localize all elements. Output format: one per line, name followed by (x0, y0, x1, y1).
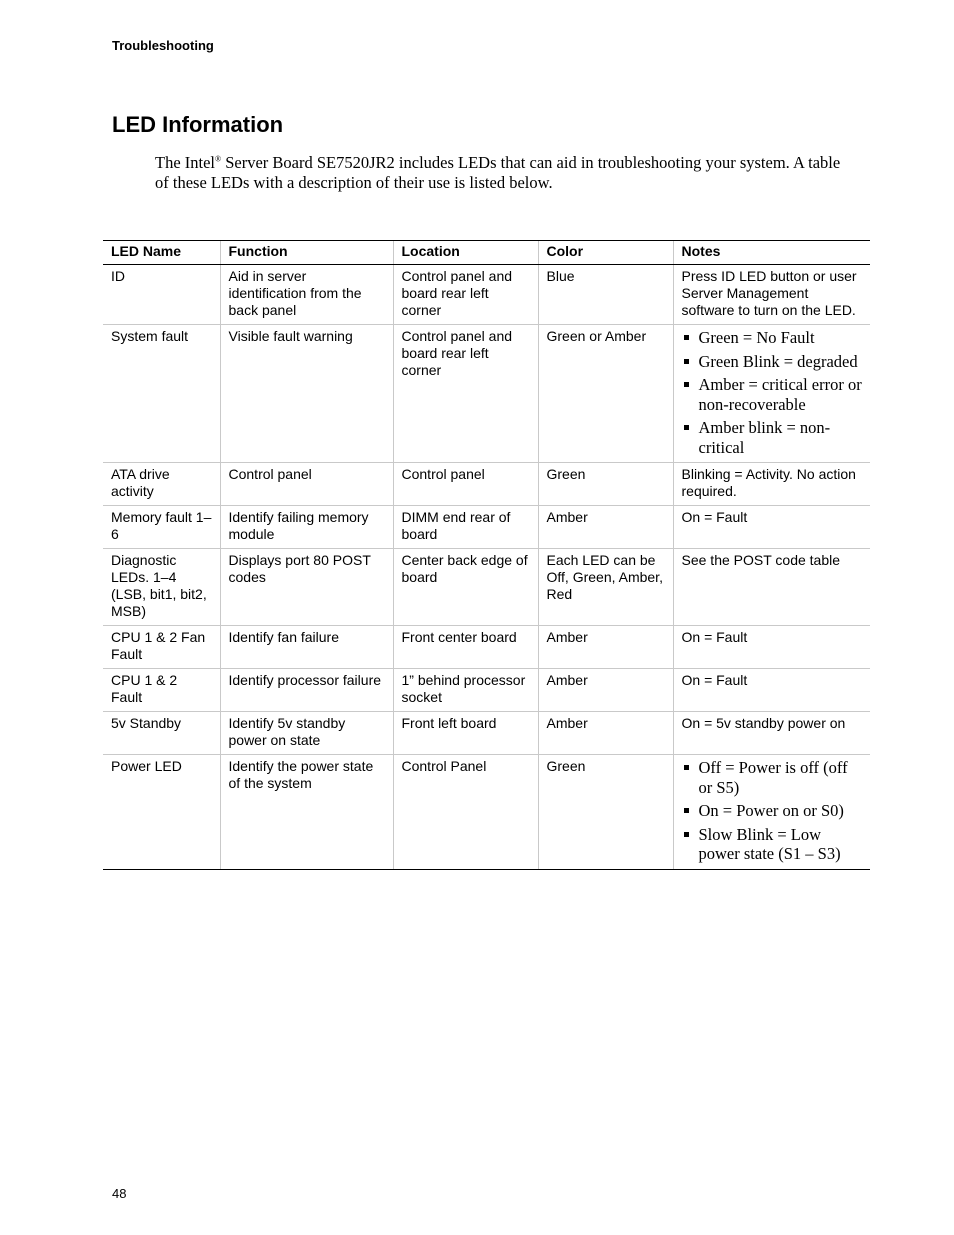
table-row (103, 712, 870, 755)
location-cell: Control panel and board rear left corner (393, 265, 538, 325)
column-header: Color (538, 241, 673, 265)
notes-bullet-item (682, 825, 863, 864)
table-header-row (103, 241, 870, 265)
column-header: LED Name (103, 241, 220, 265)
notes-bullet-text: Green = No Fault (698, 328, 815, 347)
notes-bullet-item (682, 352, 863, 372)
notes-bullet-text: Amber blink = non-critical (698, 418, 831, 457)
square-bullet-icon (684, 832, 689, 837)
function-cell: Identify 5v standby power on state (220, 712, 393, 755)
table-row (103, 549, 870, 626)
notes-bullet-list (682, 328, 863, 457)
location-cell: Front left board (393, 712, 538, 755)
column-header: Notes (673, 241, 870, 265)
notes-cell (673, 325, 870, 463)
notes-bullet-item (682, 758, 863, 797)
led-name-cell: Memory fault 1–6 (103, 506, 220, 549)
table-row (103, 463, 870, 506)
led-table (103, 240, 870, 870)
intro-text-start: The Intel (155, 153, 216, 172)
notes-bullet-item (682, 418, 863, 457)
led-name-cell: CPU 1 & 2 Fault (103, 669, 220, 712)
led-name-cell: CPU 1 & 2 Fan Fault (103, 626, 220, 669)
table-row (103, 506, 870, 549)
registered-mark: ® (215, 154, 222, 164)
square-bullet-icon (684, 335, 689, 340)
led-name-cell: 5v Standby (103, 712, 220, 755)
function-cell: Displays port 80 POST codes (220, 549, 393, 626)
color-cell: Amber (538, 626, 673, 669)
location-cell: Front center board (393, 626, 538, 669)
column-header: Function (220, 241, 393, 265)
notes-cell: On = Fault (673, 626, 870, 669)
notes-bullet-item (682, 801, 863, 821)
led-name-cell: ATA drive activity (103, 463, 220, 506)
led-name-cell: System fault (103, 325, 220, 463)
column-header: Location (393, 241, 538, 265)
table-row (103, 755, 870, 870)
square-bullet-icon (684, 425, 689, 430)
color-cell: Blue (538, 265, 673, 325)
table-row (103, 669, 870, 712)
notes-bullet-text: On = Power on or S0) (698, 801, 844, 820)
color-cell: Amber (538, 669, 673, 712)
function-cell: Visible fault warning (220, 325, 393, 463)
led-table-body (103, 265, 870, 870)
location-cell: Control panel (393, 463, 538, 506)
function-cell: Control panel (220, 463, 393, 506)
notes-bullet-text: Off = Power is off (off or S5) (698, 758, 848, 797)
color-cell: Green (538, 463, 673, 506)
square-bullet-icon (684, 808, 689, 813)
table-row (103, 265, 870, 325)
color-cell: Amber (538, 712, 673, 755)
square-bullet-icon (684, 765, 689, 770)
location-cell: Center back edge of board (393, 549, 538, 626)
location-cell: Control panel and board rear left corner (393, 325, 538, 463)
color-cell: Green or Amber (538, 325, 673, 463)
color-cell: Amber (538, 506, 673, 549)
notes-bullet-item (682, 375, 863, 414)
function-cell: Identify the power state of the system (220, 755, 393, 870)
square-bullet-icon (684, 382, 689, 387)
page-number: 48 (112, 1186, 127, 1201)
led-name-cell: ID (103, 265, 220, 325)
notes-cell (673, 755, 870, 870)
running-header: Troubleshooting (112, 38, 214, 53)
led-name-cell: Power LED (103, 755, 220, 870)
location-cell: 1” behind processor socket (393, 669, 538, 712)
notes-cell: Press ID LED button or user Server Management software to turn on the LED. (673, 265, 870, 325)
intro-paragraph (155, 153, 855, 193)
function-cell: Identify failing memory module (220, 506, 393, 549)
notes-bullet-text: Amber = critical error or non-recoverable (698, 375, 862, 414)
function-cell: Aid in server identification from the back panel (220, 265, 393, 325)
function-cell: Identify processor failure (220, 669, 393, 712)
notes-cell: See the POST code table (673, 549, 870, 626)
function-cell: Identify fan failure (220, 626, 393, 669)
notes-bullet-item (682, 328, 863, 348)
notes-cell: On = Fault (673, 669, 870, 712)
page-title: LED Information (112, 112, 284, 137)
notes-bullet-list (682, 758, 863, 864)
notes-cell: On = 5v standby power on (673, 712, 870, 755)
led-name-cell: Diagnostic LEDs. 1–4 (LSB, bit1, bit2, MSB) (103, 549, 220, 626)
intro-text-rest: Server Board SE7520JR2 includes LEDs that can aid in troubleshooting your system. A table of these LEDs with a description of their use is listed below. (155, 153, 841, 192)
table-row (103, 626, 870, 669)
notes-bullet-text: Green Blink = degraded (698, 351, 858, 371)
color-cell: Green (538, 755, 673, 870)
color-cell: Each LED can be Off, Green, Amber, Red (538, 549, 673, 626)
table-row (103, 325, 870, 463)
notes-cell: Blinking = Activity. No action required. (673, 463, 870, 506)
location-cell: DIMM end rear of board (393, 506, 538, 549)
location-cell: Control Panel (393, 755, 538, 870)
notes-bullet-text: Slow Blink = Low power state (S1 – S3) (698, 824, 841, 863)
square-bullet-icon (684, 359, 689, 364)
notes-cell: On = Fault (673, 506, 870, 549)
